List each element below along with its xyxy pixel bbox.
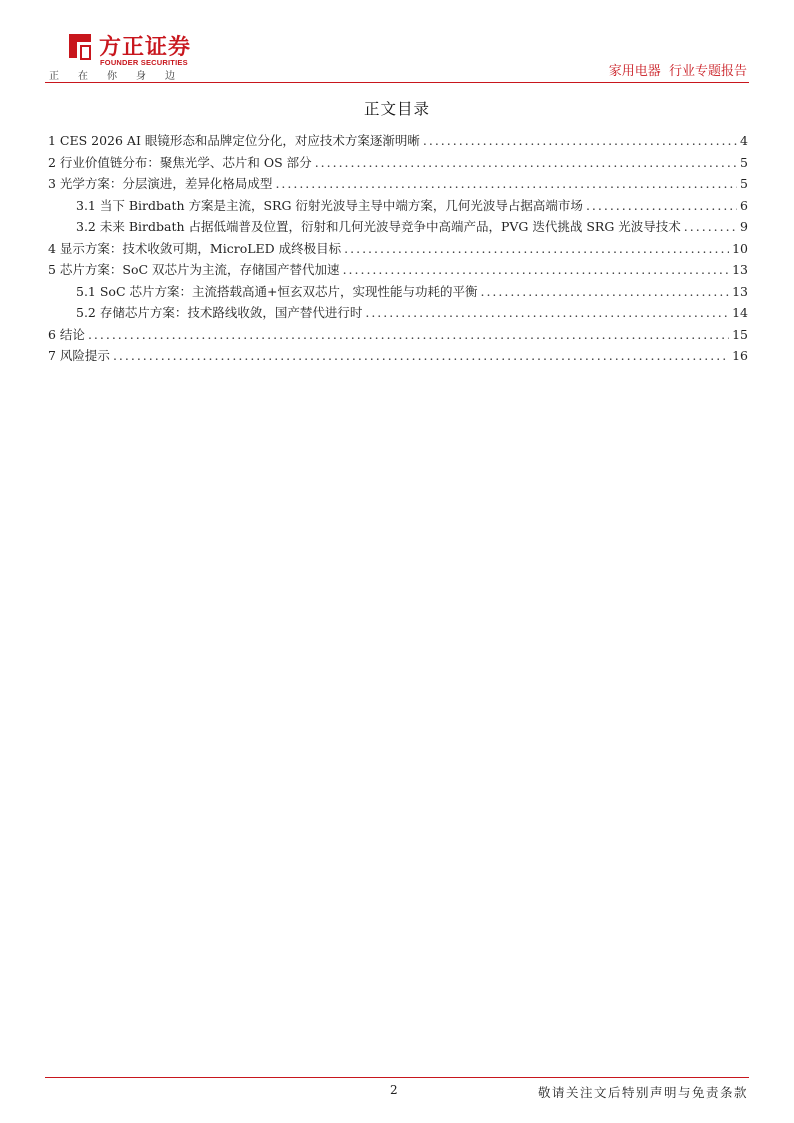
footer-divider: [45, 1077, 749, 1078]
toc-entry[interactable]: [48, 173, 748, 195]
toc-entry-title: 5.1 SoC 芯片方案：主流搭载高通+恒玄双芯片，实现性能与功耗的平衡: [76, 283, 478, 299]
founder-logo-icon: [65, 32, 95, 62]
table-of-contents: [48, 130, 748, 367]
toc-entry-page: 15: [732, 326, 748, 342]
toc-entry[interactable]: [48, 216, 748, 238]
slogan-char: 你: [107, 71, 117, 82]
toc-entry[interactable]: [48, 195, 748, 217]
toc-entry[interactable]: [48, 302, 748, 324]
toc-entry-page: 16: [732, 348, 748, 363]
slogan-char: 在: [78, 71, 88, 82]
disclaimer-notice[interactable]: 敬请关注文后特别声明与免责条款: [537, 1085, 748, 1100]
toc-entry[interactable]: [48, 324, 748, 346]
brand-name-cn: 方正证券: [99, 35, 192, 60]
toc-entry-title: 6 结论: [48, 326, 85, 342]
toc-entry-page: 9: [740, 219, 748, 234]
page-number: 2: [390, 1083, 398, 1097]
header-divider: [45, 82, 749, 83]
slogan-char: 身: [136, 71, 146, 82]
toc-entry-page: 13: [732, 283, 748, 299]
slogan-char: 边: [165, 71, 175, 82]
toc-entry-title: 5.2 存储芯片方案：技术路线收敛，国产替代进行时: [76, 305, 363, 320]
toc-entry-title: 3.1 当下 Birdbath 方案是主流，SRG 衍射光波导主导中端方案，几何光波导占据高端市场: [76, 197, 583, 213]
toc-entry-page: 13: [732, 262, 748, 277]
toc-leader-dots: [423, 130, 737, 152]
toc-entry-page: 10: [732, 240, 748, 256]
toc-leader-dots: [684, 216, 737, 238]
brand-name-en: FOUNDER SECURITIES: [100, 58, 188, 67]
toc-entry-page: 14: [732, 305, 748, 320]
toc-entry[interactable]: [48, 152, 748, 174]
toc-leader-dots: [88, 324, 729, 346]
toc-entry-page: 5: [740, 154, 748, 170]
toc-leader-dots: [113, 345, 729, 367]
toc-entry-page: 6: [740, 197, 748, 213]
brand-slogan: [49, 67, 199, 82]
toc-entry[interactable]: [48, 130, 748, 152]
toc-entry-title: 2 行业价值链分布：聚焦光学、芯片和 OS 部分: [48, 154, 312, 170]
toc-leader-dots: [315, 152, 737, 174]
toc-leader-dots: [480, 281, 729, 303]
toc-entry-title: 1 CES 2026 AI 眼镜形态和品牌定位分化，对应技术方案逐渐明晰: [48, 133, 420, 148]
report-type-label: 家用电器 行业专题报告: [608, 64, 747, 79]
toc-entry-title: 3 光学方案：分层演进，差异化格局成型: [48, 176, 273, 191]
toc-entry-title: 3.2 未来 Birdbath 占据低端普及位置，衍射和几何光波导竞争中高端产品，PVG 迭代挑战 SRG 光波导技术: [76, 219, 681, 234]
toc-leader-dots: [586, 195, 737, 217]
toc-leader-dots: [365, 302, 729, 324]
toc-entry[interactable]: [48, 238, 748, 260]
toc-entry[interactable]: [48, 259, 748, 281]
toc-entry[interactable]: [48, 281, 748, 303]
toc-leader-dots: [275, 173, 737, 195]
toc-entry-title: 5 芯片方案：SoC 双芯片为主流，存储国产替代加速: [48, 262, 340, 277]
slogan-char: 正: [49, 71, 59, 82]
toc-title: 正文目录: [363, 100, 430, 118]
toc-leader-dots: [344, 238, 729, 260]
toc-leader-dots: [343, 259, 730, 281]
toc-entry-page: 5: [740, 176, 748, 191]
page-header: [49, 26, 747, 82]
toc-entry-page: 4: [740, 133, 748, 148]
toc-entry[interactable]: [48, 345, 748, 367]
toc-entry-title: 4 显示方案：技术收敛可期，MicroLED 成终极目标: [48, 240, 342, 256]
toc-entry-title: 7 风险提示: [48, 348, 110, 363]
